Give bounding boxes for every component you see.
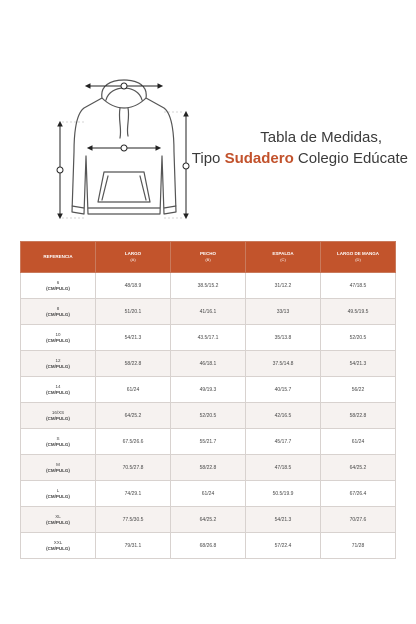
measurement-cell: 68/26.8 xyxy=(171,533,246,559)
reference-cell xyxy=(21,325,96,351)
reference-cell xyxy=(21,429,96,455)
hoodie-icon xyxy=(40,72,210,232)
measurement-cell: 48/18.9 xyxy=(96,273,171,299)
measurement-cell: 52/20.5 xyxy=(171,403,246,429)
table-body xyxy=(21,273,396,559)
measurement-cell: 74/29.1 xyxy=(96,481,171,507)
page-title xyxy=(188,128,408,170)
measurement-cell: 58/22.8 xyxy=(171,455,246,481)
measurement-cell: 33/13 xyxy=(246,299,321,325)
table-row xyxy=(21,507,396,533)
measurement-cell: 77.5/30.5 xyxy=(96,507,171,533)
unit-label: (CM/PULG) xyxy=(46,493,70,499)
measurement-cell: 54/21.3 xyxy=(96,325,171,351)
table-row xyxy=(21,325,396,351)
size-label: 6 xyxy=(56,279,60,285)
table-row xyxy=(21,273,396,299)
title-prefix: Tipo xyxy=(191,150,225,167)
measurement-cell: 64/25.2 xyxy=(96,403,171,429)
measurement-cell: 41/16.1 xyxy=(171,299,246,325)
measurement-cell: 47/18.5 xyxy=(321,273,396,299)
table-row xyxy=(21,351,396,377)
reference-cell xyxy=(21,455,96,481)
unit-label: (CM/PULG) xyxy=(46,363,70,369)
measurement-cell: 42/16.5 xyxy=(246,403,321,429)
reference-cell xyxy=(21,377,96,403)
measurement-cell: 70.5/27.8 xyxy=(96,455,171,481)
measurement-cell: 54/21.3 xyxy=(246,507,321,533)
measurement-cell: 50.5/19.9 xyxy=(246,481,321,507)
size-label: XL xyxy=(55,513,61,519)
header-espalda: ESPALDA (C) xyxy=(246,242,321,273)
measurement-cell: 61/24 xyxy=(96,377,171,403)
measurement-cell: 40/15.7 xyxy=(246,377,321,403)
table-row xyxy=(21,455,396,481)
unit-label: (CM/PULG) xyxy=(46,389,70,395)
size-label: 10 xyxy=(55,331,61,337)
measurement-cell: 55/21.7 xyxy=(171,429,246,455)
measurement-cell: 43.5/17.1 xyxy=(171,325,246,351)
reference-cell xyxy=(21,481,96,507)
measurement-cell: 54/21.3 xyxy=(321,351,396,377)
title-suffix: Colegio Edúcate xyxy=(293,150,408,167)
table-row xyxy=(21,299,396,325)
table-row xyxy=(21,481,396,507)
unit-label: (CM/PULG) xyxy=(46,311,70,317)
measurement-cell: 45/17.7 xyxy=(246,429,321,455)
unit-label: (CM/PULG) xyxy=(46,415,70,421)
measurement-cell: 31/12.2 xyxy=(246,273,321,299)
measurement-cell: 47/18.5 xyxy=(246,455,321,481)
measurement-cell: 79/31.1 xyxy=(96,533,171,559)
size-label: 16/XS xyxy=(51,409,65,415)
size-label: S xyxy=(56,435,60,441)
measurement-cell: 35/13.8 xyxy=(246,325,321,351)
measurement-cell: 61/24 xyxy=(321,429,396,455)
unit-label: (CM/PULG) xyxy=(46,337,70,343)
measurement-cell: 64/25.2 xyxy=(321,455,396,481)
unit-label: (CM/PULG) xyxy=(46,545,70,551)
size-label: XXL xyxy=(53,539,63,545)
reference-cell xyxy=(21,273,96,299)
table-header-row xyxy=(21,242,396,273)
reference-cell xyxy=(21,299,96,325)
unit-label: (CM/PULG) xyxy=(46,441,70,447)
size-table xyxy=(20,241,396,559)
title-line-1: Tabla de Medidas, xyxy=(260,129,382,146)
measurement-cell: 67.5/26.6 xyxy=(96,429,171,455)
reference-cell xyxy=(21,533,96,559)
table-row xyxy=(21,377,396,403)
table-row xyxy=(21,533,396,559)
header-largo: LARGO (A) xyxy=(96,242,171,273)
measurement-cell: 58/22.8 xyxy=(321,403,396,429)
measurement-cell: 46/18.1 xyxy=(171,351,246,377)
reference-cell xyxy=(21,351,96,377)
size-label: L xyxy=(56,487,60,493)
measurement-cell: 61/24 xyxy=(171,481,246,507)
measurement-cell: 71/28 xyxy=(321,533,396,559)
size-label: 8 xyxy=(56,305,60,311)
table-row xyxy=(21,403,396,429)
size-label: M xyxy=(56,461,60,467)
size-label: 12 xyxy=(55,357,61,363)
measurement-cell: 56/22 xyxy=(321,377,396,403)
title-highlight: Sudadero xyxy=(224,150,294,167)
header-reference: REFERENCIA xyxy=(21,242,96,273)
measurement-cell: 51/20.1 xyxy=(96,299,171,325)
measurement-cell: 58/22.8 xyxy=(96,351,171,377)
size-label: 14 xyxy=(55,383,61,389)
measurement-cell: 49.5/19.5 xyxy=(321,299,396,325)
measurement-cell: 64/25.2 xyxy=(171,507,246,533)
measurement-cell: 57/22.4 xyxy=(246,533,321,559)
measurement-cell: 49/19.3 xyxy=(171,377,246,403)
header-pecho: PECHO (B) xyxy=(171,242,246,273)
unit-label: (CM/PULG) xyxy=(46,467,70,473)
hoodie-measurement-diagram xyxy=(40,72,210,232)
reference-cell xyxy=(21,403,96,429)
title-line-2 xyxy=(188,148,408,170)
unit-label: (CM/PULG) xyxy=(46,285,70,291)
measurement-cell: 38.5/15.2 xyxy=(171,273,246,299)
table-row xyxy=(21,429,396,455)
unit-label: (CM/PULG) xyxy=(46,519,70,525)
measurement-cell: 52/20.5 xyxy=(321,325,396,351)
reference-cell xyxy=(21,507,96,533)
measurement-cell: 70/27.6 xyxy=(321,507,396,533)
header-largo-manga: LARGO DE MANGA (D) xyxy=(321,242,396,273)
measurement-cell: 37.5/14.8 xyxy=(246,351,321,377)
measurement-cell: 67/26.4 xyxy=(321,481,396,507)
